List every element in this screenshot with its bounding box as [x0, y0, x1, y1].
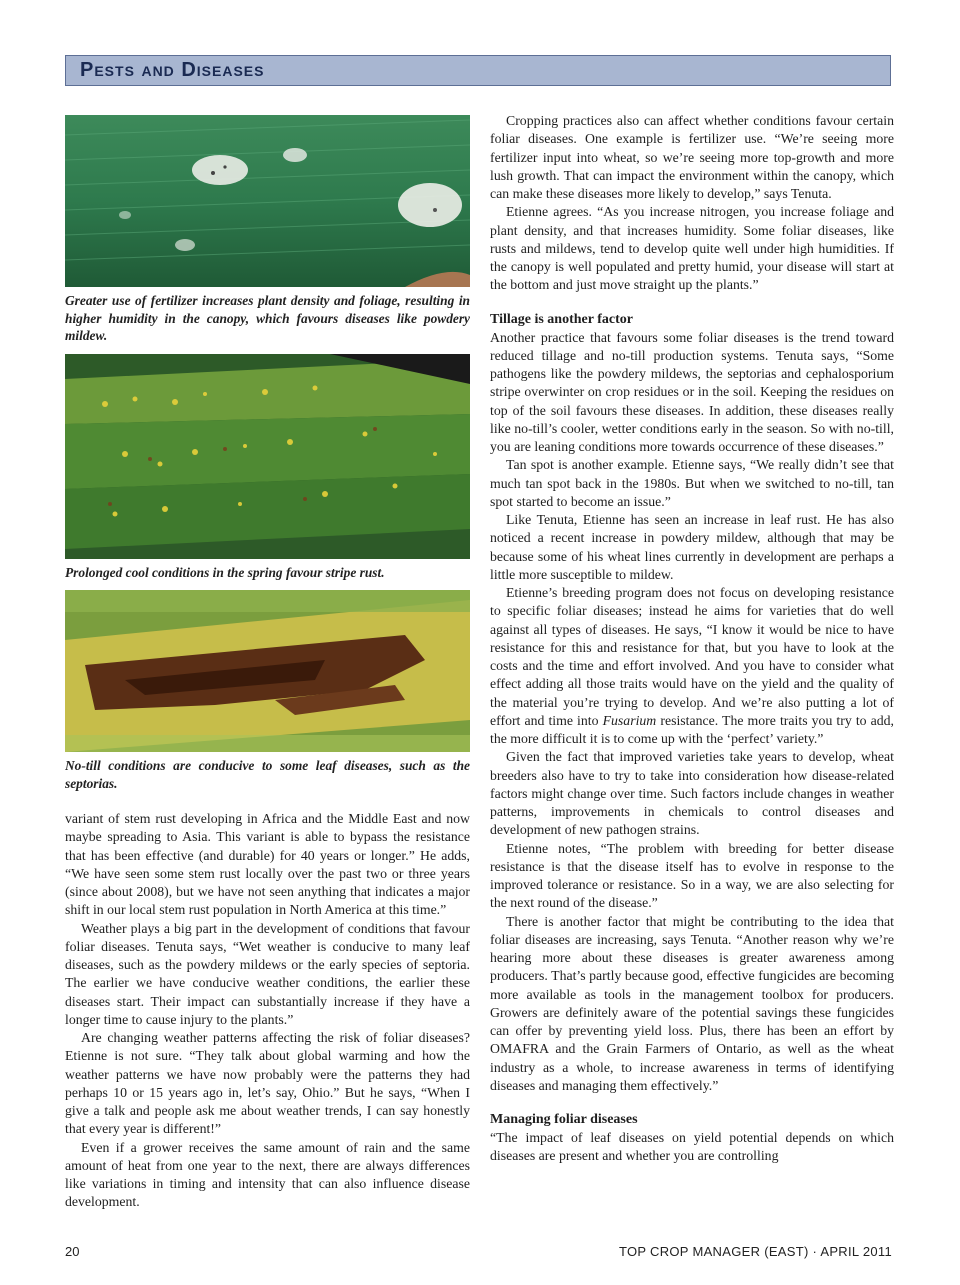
right-paragraph-awareness: There is another factor that might be contributing to the idea that foliar diseases are increasing, says Tenuta. “Another reason why we’re hearing more about these diseases is greater awareness among producers. That’s partly because good, effective fungicides are becoming more available as tools in the management toolbox for producers. Growers are definitely aware of the potential savings these fungicides can offer by preventing yield loss. Plus, there has been an effort by OMAFRA and the Grain Farmers of Ontario, as well as the wheat industry as a whole, to increase awareness in terms of identifying diseases and managing them effectively.”	[490, 913, 894, 1093]
fusarium-italic: Fusarium	[602, 712, 657, 728]
right-paragraph-2: Etienne agrees. “As you increase nitrogen, you increase foliage and plant density, and that increases humidity. Some foliar diseases, like rusts and mildews, tend to develop quite well under high humidities. If the canopy is well populated and pretty humid, your disease will start at the bottom and just move straight up the plants.”	[490, 204, 894, 293]
powdery-mildew-image	[65, 115, 470, 287]
breeding-paragraph	[490, 584, 894, 748]
photo-powdery-mildew	[65, 115, 470, 345]
photo-caption-1: Greater use of fertilizer increases plant density and foliage, resulting in higher humidity in the canopy, which favours diseases like powdery mildew.	[65, 293, 470, 343]
section-title: Pests and Diseases	[80, 59, 265, 81]
publication-info: TOP CROP MANAGER (EAST) · APRIL 2011	[618, 1244, 892, 1259]
right-paragraph-etienne-notes: Etienne notes, “The problem with breeding for better disease resistance is that the disease itself has to evolve in response to the improved tolerance or resistance. So in a way, we are also selecting for the next round of the disease.”	[490, 840, 894, 911]
left-paragraph-4: Even if a grower receives the same amount of rain and the same amount of heat from one year to the next, there are always differences like variations in timing and intensity that can also influence disease development.	[65, 1139, 470, 1210]
tillage-paragraph-3: Like Tenuta, Etienne has seen an increase in leaf rust. He has also noticed a recent increase in powdery mildew, although that may be because some of his wheat lines currently in development are perhaps a little more susceptible to mildew.	[490, 512, 894, 582]
left-paragraph-3: Are changing weather patterns affecting the risk of foliar diseases? Etienne is not sure. “They talk about global warming and how the weather patterns we have now probably were the patterns they had perhaps 10 or 15 years ago in, let’s say, Ohio.” But he says, “When I give a talk and people ask me about weather trends, I can say honestly that every year is different!”	[65, 1030, 470, 1137]
photo-stripe-rust	[65, 354, 470, 582]
photo-septoria	[65, 590, 470, 792]
left-column	[65, 115, 470, 1212]
breeding-text-before: Etienne’s breeding program does not focus on developing resistance to specific foliar diseases; instead he aims for varieties that do well against all types of diseases. He says, “I know it would be nice to have resistance for this and resistance for that, but you have to look at the costs and the time and effort involved. And you have to consider what effect adding all those traits would have on the yield and the quality of the material you’re trying to develop. And we’re also putting a lot of effort and time into	[490, 585, 894, 728]
left-paragraph-1: variant of stem rust developing in Africa and the Middle East and now maybe spreading to Asia. This variant is able to bypass the resistance that has been effective (and durable) for 40 years or longer.” He adds, “We have seen some stem rust locally over the past two or three years (since about 2008), but we have not seen anything that indicates a major shift in our local stem rust population in North America at this time.”	[65, 811, 470, 918]
septoria-image	[65, 590, 470, 752]
left-body-text	[65, 810, 470, 1212]
breeding-text-after: resistance. The more traits you try to add, the more difficult it is to come up with the ‘perfect’ variety.”	[490, 712, 894, 746]
photo-caption-2: Prolonged cool conditions in the spring favour stripe rust.	[65, 564, 385, 580]
subhead-tillage: Tillage is another factor	[490, 311, 633, 327]
photo-caption-3: No-till conditions are conducive to some leaf diseases, such as the septorias.	[65, 758, 470, 791]
right-paragraph-1: Cropping practices also can affect whether conditions favour certain foliar diseases. One example is fertilizer use. “We’re seeing more fertilizer input into wheat, so we’re seeing more top-growth and more lush growth. That can impact the environment within the canopy, which can make these diseases more likely to develop,” says Tenuta.	[490, 113, 894, 201]
section-header-bar	[65, 55, 891, 86]
right-column	[490, 112, 894, 1166]
managing-paragraph: “The impact of leaf diseases on yield potential depends on which diseases are present and whether you are controlling	[490, 1130, 894, 1164]
right-paragraph-varieties: Given the fact that improved varieties take years to develop, wheat breeders also have to try to take into consideration how disease-related factors might change over time. Such factors include changes in weather patterns, improvements in chemicals to control diseases and development of new pathogen strains.	[490, 749, 894, 838]
page-number: 20	[65, 1244, 80, 1259]
tillage-paragraph-2: Tan spot is another example. Etienne says, “We really didn’t see that much tan spot back in the 1980s. But when we switched to no-till, tan spot started to become an issue.”	[490, 457, 894, 509]
stripe-rust-image	[65, 354, 470, 559]
tillage-paragraph-1: Another practice that favours some foliar diseases is the trend toward reduced tillage and no-till production systems. Tenuta says, “Some pathogens like the powdery mildews, the septorias and cephalosporium stripe overwinter on crop residues or in the soil. Keeping the residues on top of the soil favours these diseases. In addition, these diseases really like no-till’s cooler, wetter conditions early in the season. So with no-till, you are leaning conditions more towards occurrence of these diseases.”	[490, 329, 894, 454]
left-paragraph-2: Weather plays a big part in the development of conditions that favour foliar diseases. Tenuta says, “Wet weather is conducive to many leaf diseases, such as the powdery mildews or the early species of septoria. The earlier we have conducive weather conditions, the earlier these diseases start. Their impact can substantially increase if they have a longer time to cause injury to the plants.”	[65, 920, 470, 1027]
subhead-managing: Managing foliar diseases	[490, 1112, 638, 1127]
